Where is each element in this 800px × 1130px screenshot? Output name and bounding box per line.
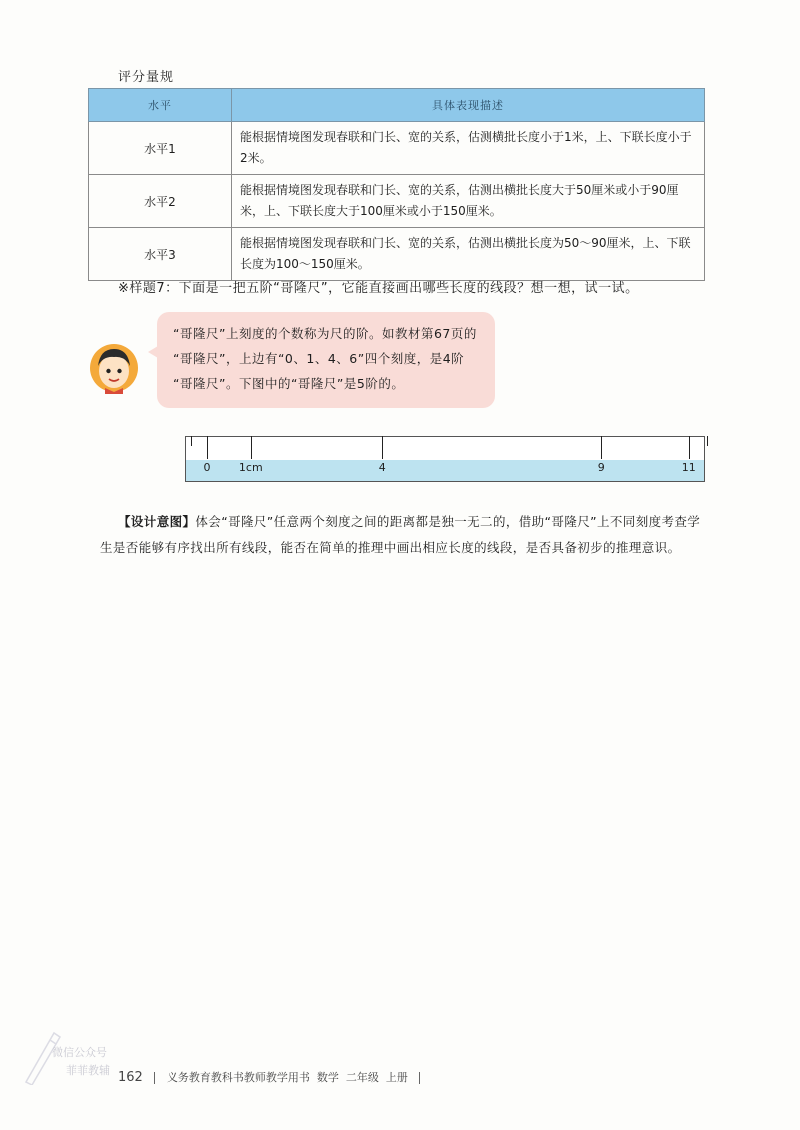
- ruler-tick-label: 4: [378, 461, 386, 474]
- ruler-tick-label: 11: [681, 461, 696, 474]
- footer-divider: [419, 1072, 420, 1084]
- description-cell: 能根据情境图发现春联和门长、宽的关系，估测出横批长度大于50厘米或小于90厘米，上、下联长度大于100厘米或小于150厘米。: [232, 175, 705, 228]
- student-avatar-icon: [89, 342, 139, 394]
- footer-divider: [154, 1072, 155, 1084]
- design-intent-paragraph: [100, 509, 705, 561]
- volume: 上册: [385, 1071, 408, 1084]
- rubric-table: [88, 88, 705, 281]
- description-cell: 能根据情境图发现春联和门长、宽的关系，估测出横批长度为50～90厘米，上、下联长度为100～150厘米。: [232, 228, 705, 281]
- level-cell: 水平3: [89, 228, 232, 281]
- subject: 数学: [316, 1071, 339, 1084]
- page-footer: [118, 1069, 428, 1085]
- level-cell: 水平1: [89, 122, 232, 175]
- ruler-tick-9: [601, 436, 602, 459]
- table-row: [89, 175, 705, 228]
- table-row: [89, 122, 705, 175]
- rubric-heading: 评分量规: [118, 70, 175, 85]
- watermark-text: 菲菲教辅: [66, 1064, 110, 1077]
- level-cell: 水平2: [89, 175, 232, 228]
- speech-bubble: [157, 312, 495, 408]
- design-intent-label: 【设计意图】: [118, 514, 196, 529]
- bubble-line: “哥隆尺”上刻度的个数称为尺的阶。如教材第67页的: [173, 326, 477, 341]
- table-row: [89, 228, 705, 281]
- book-title: 义务教育教科书教师教学用书: [166, 1071, 310, 1084]
- ruler-tick-4: [382, 436, 383, 459]
- ruler-tick-label: 1cm: [238, 461, 263, 474]
- ruler-edge-tick: [191, 436, 192, 446]
- column-header-description: 具体表现描述: [232, 89, 705, 122]
- design-intent-text: 体会“哥隆尺”任意两个刻度之间的距离都是独一无二的，借助“哥隆尺”上不同刻度考查学生是否能够有序找出所有线段，能否在简单的推理中画出相应长度的线段，是否具备初步的推理意识。: [100, 514, 701, 555]
- ruler-tick-11: [689, 436, 690, 459]
- ruler-tick-label: 9: [597, 461, 605, 474]
- golomb-ruler: [185, 436, 705, 482]
- bubble-line: “哥隆尺”。下图中的“哥隆尺”是5阶的。: [173, 376, 405, 391]
- ruler-edge-tick: [707, 436, 708, 446]
- bubble-line: “哥隆尺”，上边有“0、1、4、6”四个刻度，是4阶: [173, 351, 465, 366]
- grade: 二年级: [345, 1071, 379, 1084]
- ruler-tick-0: [207, 436, 208, 459]
- ruler-body: [185, 436, 705, 482]
- ruler-tick-1: [251, 436, 252, 459]
- example-question-title: ※样题7：下面是一把五阶“哥隆尺”，它能直接画出哪些长度的线段？想一想，试一试。: [118, 281, 639, 296]
- table-header-row: [89, 89, 705, 122]
- description-cell: 能根据情境图发现春联和门长、宽的关系，估测横批长度小于1米，上、下联长度小于2米。: [232, 122, 705, 175]
- page-number: 162: [118, 1070, 143, 1085]
- ruler-tick-label: 0: [203, 461, 211, 474]
- watermark-text: 微信公众号: [52, 1046, 107, 1059]
- column-header-level: 水平: [89, 89, 232, 122]
